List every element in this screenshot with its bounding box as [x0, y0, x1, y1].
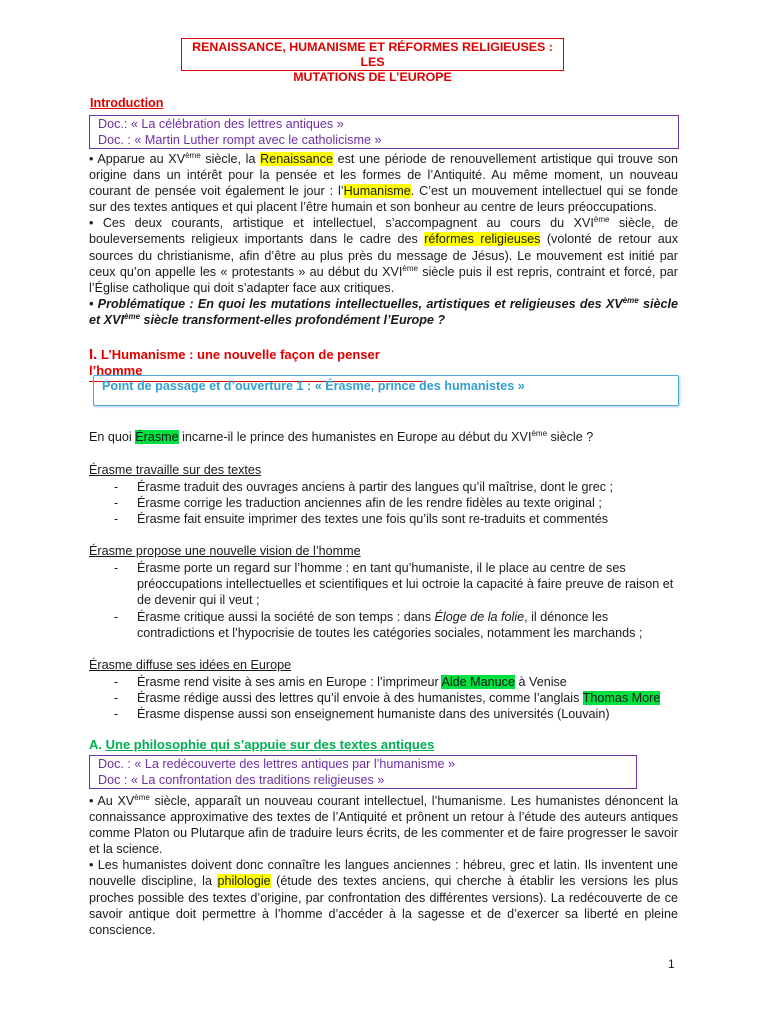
- subsection-heading-3: Érasme diffuse ses idées en Europe: [89, 658, 292, 672]
- list-item: - Érasme critique aussi la société de son temps : dans Éloge de la folie, il dénonce les contradictions et l’hypocrisie de toutes les catégories sociales, notamment les marchands ;: [89, 609, 689, 641]
- highlight-alde-manuce: Alde Manuce: [441, 675, 515, 689]
- section-a-title-text: Une philosophie qui s’appuie sur des textes antiques: [105, 737, 435, 752]
- section-a-paragraph-1: • Au XVème siècle, apparaît un nouveau courant intellectuel, l’humanisme. Les humanistes dénoncent la connaissance approximative des textes de l’Antiquité et prônent un retour à l’étude des auteurs antiques comme Platon ou Plutarque afin de traduire leurs écrits, de les commenter et de faire progresser le savoir et la science.: [89, 792, 678, 857]
- list-item: - Érasme rédige aussi des lettres qu’il envoie à des humanistes, comme l’anglais Thomas More: [89, 690, 689, 706]
- subsection-list-2: [89, 560, 689, 641]
- document-title: [181, 38, 564, 84]
- list-item: - Érasme dispense aussi son enseignement humaniste dans des universités (Louvain): [89, 706, 689, 722]
- section-a-doc-2: Doc : « La confrontation des traditions religieuses »: [98, 772, 385, 787]
- list-item: - Érasme porte un regard sur l’homme : en tant qu’humaniste, il le place au centre de ses préoccupations intellectuelles et scientifiques et lui octroie la capacité à faire preuve de raison et de devenir qui il veut ;: [89, 560, 689, 609]
- section-1-numeral: I.: [89, 346, 98, 363]
- section-a-text: [89, 793, 678, 938]
- highlight-reformes: réformes religieuses: [424, 232, 541, 247]
- subsection-list-1: [89, 479, 689, 528]
- intro-doc-box: [89, 115, 679, 149]
- intro-paragraph-2: • Ces deux courants, artistique et intellectuel, s’accompagnent au cours du XVIème siècle, de bouleversements religieux importants dans le cadre des réformes religieuses (volonté de retour aux sources du christianisme, afin d’être au plus près du message de Jésus). Le mouvement est initié par ceux qu’on appelle les « protestants » au début du XVIème siècle puis il est repris, contraint et forcé, par l’Église catholique qui doit s’adapter face aux critiques.: [89, 215, 679, 295]
- passage-text: Point de passage et d’ouverture 1 : « Érasme, prince des humanistes »: [102, 379, 525, 393]
- title-line-1: RENAISSANCE, HUMANISME ET RÉFORMES RELIGIEUSES : LES: [192, 40, 553, 69]
- list-item: - Érasme rend visite à ses amis en Europe : l’imprimeur Alde Manuce à Venise: [89, 674, 689, 690]
- highlight-philologie: philologie: [217, 874, 271, 889]
- highlight-humanisme: Humanisme: [343, 184, 411, 199]
- subsection-heading-2: Érasme propose une nouvelle vision de l’homme: [89, 544, 361, 558]
- highlight-erasme: Érasme: [135, 430, 179, 444]
- list-item: - Érasme fait ensuite imprimer des textes une fois qu’ils sont re-traduits et commentés: [89, 511, 689, 527]
- section-a-letter: A.: [89, 737, 102, 752]
- section-1-title-text: L’Humanisme : une nouvelle façon de penser l’homme: [89, 347, 380, 378]
- section-a-title: [89, 737, 434, 752]
- section-a-paragraph-2: • Les humanistes doivent donc connaître les langues anciennes : hébreu, grec et latin. Ils inventent une nouvelle discipline, la philologie (étude des textes anciens, qui cherche à établir les versions les plus proches possible des textes d’origine, par confrontation des différentes versions). La redécouverte de ce savoir antique doit permettre à l’homme d’accéder à la sagesse et de d’exercer sa liberté en pleine conscience.: [89, 858, 679, 937]
- introduction-heading: Introduction: [90, 96, 164, 110]
- list-item: - Érasme traduit des ouvrages anciens à partir des langues qu’il maîtrise, dont le grec ;: [89, 479, 689, 495]
- section-a-doc-box: [89, 755, 637, 789]
- section-a-doc-1: Doc. : « La redécouverte des lettres antiques par l’humanisme »: [98, 757, 456, 771]
- intro-doc-1: Doc.: « La célébration des lettres antiques »: [98, 117, 344, 131]
- erasme-question: En quoi Érasme incarne-il le prince des humanistes en Europe au début du XVIème siècle ?: [89, 428, 594, 444]
- page-number: 1: [668, 957, 675, 971]
- intro-paragraph-1: • Apparue au XVème siècle, la Renaissance est une période de renouvellement artistique qui trouve son origine dans un intérêt pour la pensée et les formes de l’Antiquité. Au même moment, un nouveau courant de pensée voit également le jour : l’Humanisme. C’est un mouvement intellectuel qui se fonde sur des textes antiques et qui placent l’être humain et son bonheur au centre de leurs préoccupations.: [89, 150, 678, 215]
- subsection-list-3: [89, 674, 689, 723]
- subsection-heading-1: Érasme travaille sur des textes: [89, 463, 262, 477]
- highlight-renaissance: Renaissance: [260, 152, 333, 166]
- problematique: • Problématique : En quoi les mutations intellectuelles, artistiques et religieuses des XVème siècle et XVIème siècle transforment-elles profondément l’Europe ?: [89, 295, 678, 327]
- list-item: - Érasme corrige les traduction anciennes afin de les rendre fidèles au texte original ;: [89, 495, 689, 511]
- intro-doc-2: Doc. : « Martin Luther rompt avec le catholicisme »: [98, 132, 382, 147]
- introduction-text: [89, 151, 678, 328]
- highlight-thomas-more: Thomas More: [582, 691, 661, 706]
- passage-box: [93, 375, 679, 406]
- title-line-2: MUTATIONS DE L’EUROPE: [293, 70, 452, 84]
